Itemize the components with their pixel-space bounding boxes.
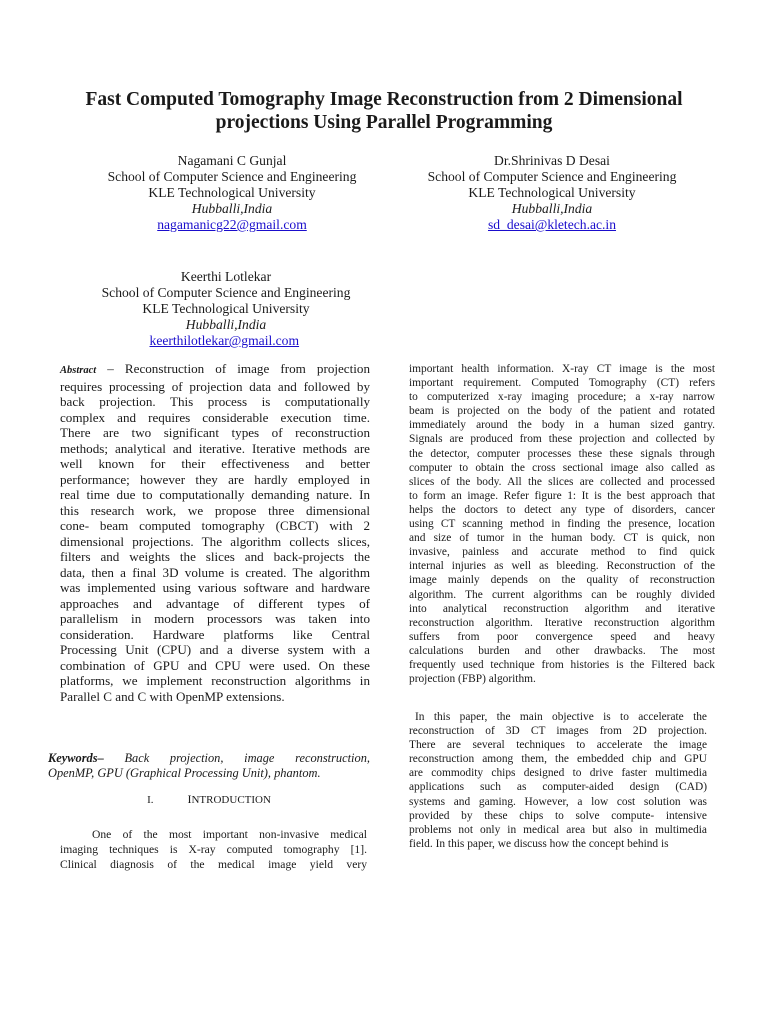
- abstract-line: There are two significant types of reconstruction: [60, 425, 370, 440]
- keywords-line: [48, 751, 370, 766]
- body-line: In this paper, the main objective is to accelerate the: [415, 711, 707, 723]
- body-line: reconstruction among them, the embedded chip and GPU: [409, 753, 707, 766]
- author-email-link[interactable]: sd_desai@kletech.ac.in: [487, 217, 617, 232]
- abstract-line: combination of GPU and CPU were used. On these: [60, 657, 370, 673]
- keywords-line: OpenMP, GPU (Graphical Processing Unit), phantom.: [48, 766, 321, 781]
- section-number: I.: [147, 794, 154, 806]
- section-heading: [48, 792, 370, 807]
- keywords: [48, 751, 370, 781]
- abstract-line: data, then a final 3D volume is created. The algorithm: [60, 564, 370, 580]
- abstract-line: Parallel C and C with OpenMP extensions.: [60, 688, 285, 704]
- body-line: to computerized x-ray imaging procedure; a x-ray narrow: [409, 391, 715, 404]
- abstract-line: filters and weights the slices and back-projects the: [60, 549, 370, 564]
- author-school: School of Computer Science and Engineering: [101, 285, 351, 300]
- author-university: KLE Technological University: [468, 185, 636, 200]
- body-line: provided by these chips to solve compute- intensive: [409, 809, 707, 822]
- paper-title: [40, 88, 728, 134]
- body-line: suffers from poor convergence speed and heavy: [409, 630, 715, 643]
- author-location: Hubballi,India: [191, 201, 273, 216]
- abstract-line: requires processing of projection data and followed by: [60, 378, 370, 394]
- section-title-initial: I: [187, 792, 192, 806]
- keywords-label: Keywords–: [48, 751, 104, 765]
- author-university: KLE Technological University: [142, 301, 310, 316]
- introduction-text: [60, 827, 367, 872]
- abstract-dash: –: [96, 361, 125, 376]
- author-name: Dr.Shrinivas D Desai: [494, 153, 610, 168]
- body-line: calculations burden and other drawbacks. The most: [409, 644, 715, 657]
- body-line: Signals are produced from these projection and collected by: [409, 433, 715, 446]
- body-line: invasive, painless and accurate method to find quick: [409, 546, 715, 559]
- abstract-line: cone- beam computed tomography (CBCT) with 2: [60, 518, 370, 533]
- body-line: algorithm. The current algorithms can be roughly divided: [409, 588, 715, 601]
- author-block: [82, 153, 382, 233]
- body-line: into analytical reconstruction algorithm and iterative: [409, 602, 715, 615]
- body-line: frequently used technique from histories is the Filtered back: [409, 658, 715, 671]
- abstract-label: Abstract: [60, 365, 97, 376]
- title-line: Fast Computed Tomography Image Reconstruction from 2 Dimensional: [85, 89, 683, 110]
- body-line: field. In this paper, we discuss how the concept behind is: [409, 837, 669, 850]
- author-school: School of Computer Science and Engineering: [107, 169, 357, 184]
- abstract-line: well known for their effectiveness and better: [60, 456, 370, 471]
- body-line: projection (FBP) algorithm.: [409, 673, 536, 686]
- author-block: [86, 269, 366, 349]
- abstract-line: [60, 361, 370, 379]
- body-line: reconstruction of 3D CT images from 2D projection.: [409, 725, 707, 738]
- right-column-paragraph: [409, 710, 707, 851]
- body-line: using CT scanning method in finding the presence, location: [409, 518, 715, 531]
- body-line: to form an image. Refer figure 1: It is the best approach that: [409, 489, 715, 502]
- abstract-line: was implemented using various software and hardware: [60, 580, 370, 595]
- body-line: There are several techniques to accelerate the image: [409, 739, 707, 752]
- body-line: helps the doctors to detect any type of disorders, cancer: [409, 503, 715, 516]
- author-university: KLE Technological University: [148, 185, 316, 200]
- abstract-line: consideration. Hardware platforms like Central: [60, 626, 370, 642]
- section-title-rest: NTRODUCTION: [191, 794, 271, 806]
- body-line: important requirement. Computed Tomography (CT) refers: [409, 377, 715, 390]
- body-line: computer to obtain the cross sectional image also called as: [409, 461, 715, 474]
- body-line: reconstruction algorithm. Iterative reconstruction algorithm: [409, 616, 715, 629]
- abstract-line: this research work, we propose three dimensional: [60, 502, 370, 518]
- author-location: Hubballi,India: [511, 201, 593, 216]
- body-line: beam is projected on the body of the patient and rotated: [409, 405, 715, 418]
- abstract-line: back projection. This process is computationally: [60, 394, 370, 409]
- intro-line: imaging techniques is X-ray computed tomography [1].: [60, 843, 367, 856]
- body-line: and size of tumor in the human body. CT is quick, non: [409, 532, 715, 545]
- author-email-link[interactable]: nagamanicg22@gmail.com: [157, 217, 307, 232]
- body-line: immediately around the body in a human sized gantry.: [409, 419, 715, 432]
- abstract-line: parallelism in modern processors was taken into: [60, 611, 370, 626]
- keywords-text: Back projection, image reconstruction,: [103, 751, 370, 765]
- abstract-line: performance; however they are hardly employed in: [60, 471, 370, 487]
- right-column-paragraph: [409, 362, 715, 686]
- body-line: internal injuries as well as bleeding. Reconstruction of the: [409, 560, 715, 573]
- intro-line: One of the most important non-invasive medical: [92, 828, 367, 841]
- abstract-line: methods; analytical and iterative. Iterative methods are: [60, 440, 370, 456]
- abstract-text: Reconstruction of image from projection: [124, 361, 370, 376]
- abstract-line: platforms, we implement reconstruction algorithms in: [60, 673, 370, 688]
- author-block: [402, 153, 702, 233]
- body-line: image mainly depends on the quality of reconstruction: [409, 574, 715, 587]
- body-line: important health information. X-ray CT image is the most: [409, 363, 715, 375]
- body-line: are commodity chips designed to drive faster multimedia: [409, 767, 707, 780]
- abstract-line: complex and requires considerable execution time.: [60, 409, 370, 425]
- body-line: systems and gaming. However, a low cost solution was: [409, 795, 707, 808]
- body-line: applications such as computer-aided design (CAD): [409, 781, 707, 794]
- body-line: slices of the body. All the slices are collected and processed: [409, 475, 715, 488]
- author-email-link[interactable]: keerthilotlekar@gmail.com: [149, 333, 300, 348]
- author-name: Nagamani C Gunjal: [177, 153, 287, 168]
- author-name: Keerthi Lotlekar: [180, 269, 272, 284]
- abstract-line: Processing Unit (CPU) and a diverse system with a: [60, 642, 370, 657]
- title-line: projections Using Parallel Programming: [215, 112, 553, 133]
- abstract-line: approaches and advantage of different types of: [60, 595, 370, 611]
- author-location: Hubballi,India: [185, 317, 267, 332]
- abstract: [60, 361, 370, 704]
- intro-line: Clinical diagnosis of the medical image yield very: [60, 858, 367, 871]
- body-line: problems not only in medical area but also in multimedia: [409, 823, 707, 836]
- author-school: School of Computer Science and Engineering: [427, 169, 677, 184]
- body-line: the detector, computer processes these these signals through: [409, 447, 715, 460]
- abstract-line: real time due to computationally demanding nature. In: [60, 487, 370, 502]
- abstract-line: dimensional projections. The algorithm collects slices,: [60, 533, 370, 549]
